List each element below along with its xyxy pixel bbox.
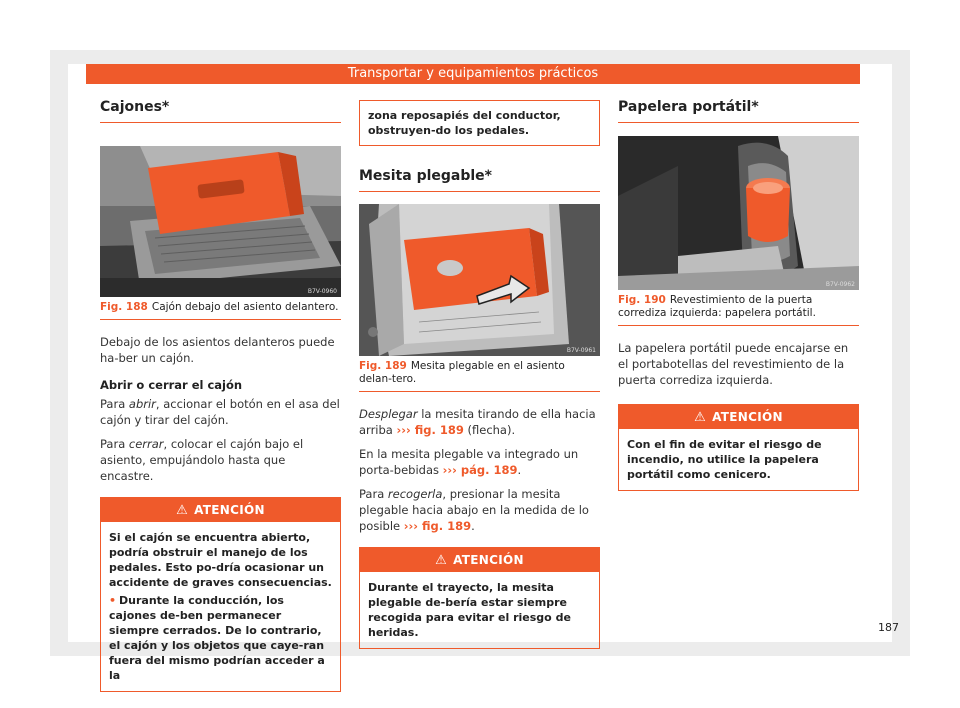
warning-body (619, 429, 858, 490)
text-run: Para (100, 397, 129, 411)
warning-body (101, 522, 340, 691)
paragraph-portabebidas (359, 446, 600, 478)
page-number: 187 (878, 621, 899, 634)
column-cajones (100, 96, 341, 692)
figure-caption (618, 294, 859, 326)
text-run: . (471, 519, 475, 533)
figure-code: B7V-0960 (307, 288, 337, 295)
figure-caption (359, 360, 600, 392)
warning-box-cajones (100, 497, 341, 692)
folding-table-illustration (359, 204, 600, 356)
warning-header (360, 548, 599, 572)
emphasis-desplegar: Desplegar (359, 407, 418, 421)
figure-caption-text: Cajón debajo del asiento delantero. (151, 301, 339, 313)
warning-triangle-icon: ⚠ (435, 553, 448, 568)
figure-reference-link[interactable]: ››› fig. 189 (403, 519, 472, 533)
warning-box-mesita (359, 547, 600, 649)
text-run: , colocar el cajón bajo el asiento, empujándolo hasta que encastre. (100, 437, 304, 483)
figure-code: B7V-0962 (825, 281, 855, 288)
section-title-cajones: Cajones* (100, 99, 341, 123)
text-run: Para (359, 487, 388, 501)
warning-label: ATENCIÓN (712, 410, 783, 424)
warning-box-papelera (618, 404, 859, 491)
column-mesita (359, 96, 600, 649)
figure-papelera-image (618, 136, 859, 290)
section-title-mesita: Mesita plegable* (359, 168, 600, 192)
text-run: (flecha). (463, 423, 516, 437)
paragraph-abrir (100, 396, 341, 428)
text-run: , accionar el botón en el asa del cajón y tirar del cajón. (100, 397, 340, 427)
figure-code: B7V-0961 (566, 347, 596, 354)
paragraph-papelera: La papelera portátil puede encajarse en el portabotellas del revestimiento de la puerta corrediza izquierda. (618, 341, 849, 387)
subheading-abrir-cerrar: Abrir o cerrar el cajón (100, 378, 243, 392)
page-reference-link[interactable]: ››› pág. 189 (442, 463, 518, 477)
text-run: En la mesita plegable va integrado un porta-bebidas (359, 447, 579, 477)
figure-caption (100, 301, 341, 320)
figure-number: Fig. 190 (618, 294, 666, 306)
warning-header (101, 498, 340, 522)
section-title-papelera: Papelera portátil* (618, 99, 859, 123)
trash-bin-illustration (618, 136, 859, 290)
warning-continuation-box (359, 100, 600, 146)
bullet-icon: • (109, 594, 117, 607)
emphasis-cerrar: cerrar (128, 437, 164, 451)
chapter-header: Transportar y equipamientos prácticos (86, 64, 860, 84)
drawer-illustration (100, 146, 341, 297)
figure-reference-link[interactable]: ››› fig. 189 (396, 423, 464, 437)
figure-cajon-image (100, 146, 341, 297)
warning-triangle-icon: ⚠ (694, 410, 707, 425)
warning-text: Durante el trayecto, la mesita plegable de-bería estar siempre recogida para evitar el riesgo de heridas. (368, 581, 571, 639)
warning-continuation-text: zona reposapiés del conductor, obstruyen-do los pedales. (368, 109, 561, 137)
warning-body (360, 572, 599, 648)
emphasis-abrir: abrir (128, 397, 156, 411)
text-run: , presionar la mesita plegable hacia abajo en la medida de lo posible (359, 487, 589, 533)
warning-label: ATENCIÓN (453, 553, 524, 567)
text-run: la mesita tirando de ella hacia arriba (359, 407, 596, 437)
figure-caption-text: Revestimiento de la puerta corrediza izquierda: papelera portátil. (618, 294, 816, 319)
text-run: Para (100, 437, 129, 451)
emphasis-recogerla: recogerla (387, 487, 443, 501)
paragraph-recoger (359, 486, 600, 534)
warning-header (619, 405, 858, 429)
figure-number: Fig. 188 (100, 301, 148, 313)
text-run: . (517, 463, 522, 477)
warning-bullet-item (109, 593, 332, 683)
paragraph-desplegar (359, 406, 600, 438)
figure-mesita-image (359, 204, 600, 356)
figure-caption-text: Mesita plegable en el asiento delan-tero. (359, 360, 565, 385)
warning-text: Si el cajón se encuentra abierto, podría obstruir el manejo de los pedales. Esto po-dría ocasionar un accidente de graves consecuencias. (109, 531, 332, 589)
warning-text: Con el fin de evitar el riesgo de incendio, no utilice la papelera portátil como cenicero. (627, 438, 822, 481)
warning-triangle-icon: ⚠ (176, 503, 189, 518)
figure-number: Fig. 189 (359, 360, 407, 372)
paragraph-intro: Debajo de los asientos delanteros puede ha-ber un cajón. (100, 335, 335, 365)
warning-label: ATENCIÓN (194, 503, 265, 517)
warning-bullet-text: Durante la conducción, los cajones de-ben permanecer siempre cerrados. De lo contrario, el cajón y los objetos que caye-ran fuera del mismo podrían acceder a la (109, 594, 325, 682)
paragraph-cerrar (100, 436, 341, 484)
column-papelera (618, 96, 859, 491)
